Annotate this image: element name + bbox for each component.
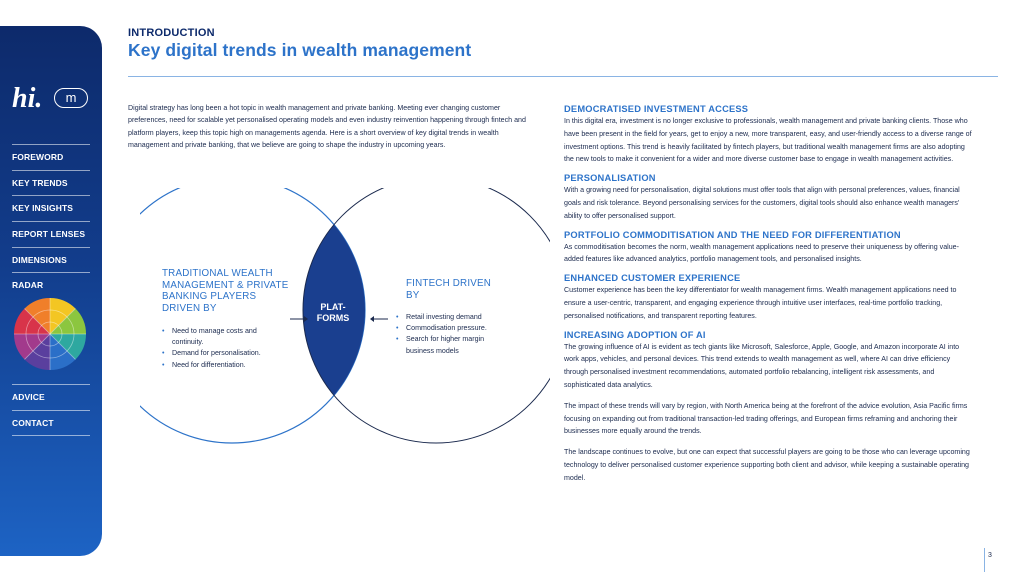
page-title: Key digital trends in wealth management xyxy=(128,40,472,60)
section-body: As commoditisation becomes the norm, wealth management applications need to preserve their uniqueness by offering value-added features like advanced analytics, portfolio management tools, and personalised insights. xyxy=(564,242,959,264)
section-body: In this digital era, investment is no longer exclusive to professionals, wealth management and private banking clients. Those who have been present in the field for years, get to enjoy a new, more transparent, easy, and user-friendly access to a diverse range of investment options. This trend is heavily facilitated by fintech players, but traditional wealth management firms are also adopting the new tools to make it convenient for a wider and more diverse customer base to engage in wealth management activities. xyxy=(564,117,972,164)
nav-item-key-insights[interactable]: KEY INSIGHTS xyxy=(12,195,90,221)
fintech-bullet: • Search for higher margin business models xyxy=(396,334,508,356)
nav-item-contact[interactable]: CONTACT xyxy=(12,410,90,436)
radar-icon[interactable] xyxy=(12,296,88,372)
traditional-bullets xyxy=(162,326,280,371)
traditional-bullet: • Need for differentiation. xyxy=(162,360,280,371)
section-eyebrow: INTRODUCTION xyxy=(128,27,215,39)
traditional-heading: TRADITIONAL WEALTH MANAGEMENT & PRIVATE BANKING PLAYERS DRIVEN BY xyxy=(162,268,289,314)
nav-item-report-lenses[interactable]: REPORT LENSES xyxy=(12,221,90,247)
section-heading: INCREASING ADOPTION OF AI xyxy=(564,329,706,340)
nav-item-advice[interactable]: ADVICE xyxy=(12,384,90,410)
section-heading: PERSONALISATION xyxy=(564,173,656,184)
section-heading: PORTFOLIO COMMODITISATION AND THE NEED FOR DIFFERENTIATION xyxy=(564,229,901,240)
nav-top-list xyxy=(12,144,90,298)
nav-bottom-list xyxy=(12,384,90,435)
nav-bottom-rule xyxy=(12,435,90,436)
header-divider xyxy=(128,76,998,77)
intro-paragraph: Digital strategy has long been a hot topic in wealth management and private banking. Meeting ever changing customer preferences, need for scalable yet personalised operating models and even industry reinvention happening through fintech and platform players, keep this topic high on managements agenda. Here is a short overview of key digital trends in wealth management and private banking, that we believe are going to shape the industry in upcoming years. xyxy=(128,104,526,149)
page-number-divider xyxy=(984,548,985,572)
fintech-heading: FINTECH DRIVEN BY xyxy=(406,278,491,301)
venn-diagram xyxy=(140,188,550,488)
trends-column xyxy=(564,103,974,485)
section-heading: ENHANCED CUSTOMER EXPERIENCE xyxy=(564,273,741,284)
closing-paragraph-landscape: The landscape continues to evolve, but one can expect that successful players are going to be those who can leverage upcoming technology to deliver personalised customer experience supporting both client and advisor, while keeping a sustainable operating model. xyxy=(564,448,970,482)
m-logo-badge: m xyxy=(54,88,88,108)
platforms-label xyxy=(308,302,358,324)
traditional-bullet: • Demand for personalisation. xyxy=(162,348,280,359)
closing-paragraph-regions: The impact of these trends will vary by region, with North America being at the forefront of the advice evolution, Asia Pacific firms focusing on expanding out from traditional transaction-led trading offerings, and European firms reframing and anchoring their businesses more equally around the trends. xyxy=(564,401,968,436)
platforms-label-line1: PLAT- xyxy=(320,302,346,312)
platforms-label-line2: FORMS xyxy=(316,313,350,323)
section-body: The growing influence of AI is evident as tech giants like Microsoft, Salesforce, Apple, Google, and Amazon incorporate AI into work apps, vehicles, and personal devices. This trend extends to wealth management as well, where AI can drive efficiency through personalised investment recommendations, automated portfolio rebalancing, intelligent risk assessments, and sophisticated data analytics. xyxy=(564,342,960,389)
page-number: 3 xyxy=(988,552,992,559)
fintech-bullet: • Retail investing demand xyxy=(396,312,508,323)
arrow-right-head xyxy=(370,316,374,322)
hi-logo-text: hi. xyxy=(12,83,43,114)
section-body: With a growing need for personalisation, digital solutions must offer tools that align with personal preferences, values, financial goals and risk tolerance. Beyond personalising services for the customers, digital tools should also enhance wealth managers' ability to offer personalised support. xyxy=(564,186,960,220)
hi-logo[interactable] xyxy=(12,84,96,114)
section-body: Customer experience has been the key differentiator for wealth management firms. Wealth management applications need to ensure a user-centric, transparent, and engaging experience through intuitive user interfaces, real-time portfolio tracking, personalised notifications, and transparent reporting features. xyxy=(564,286,957,320)
fintech-bullet: • Commodisation pressure. xyxy=(396,323,508,334)
sidebar xyxy=(0,26,102,556)
nav-item-foreword[interactable]: FOREWORD xyxy=(12,144,90,170)
nav-item-dimensions[interactable]: DIMENSIONS xyxy=(12,247,90,273)
traditional-bullet: • Need to manage costs and continuity. xyxy=(162,326,280,348)
nav-item-key-trends[interactable]: KEY TRENDS xyxy=(12,170,90,196)
fintech-bullets xyxy=(396,312,508,357)
section-heading: DEMOCRATISED INVESTMENT ACCESS xyxy=(564,104,749,114)
nav-item-radar[interactable]: RADAR xyxy=(12,272,90,298)
